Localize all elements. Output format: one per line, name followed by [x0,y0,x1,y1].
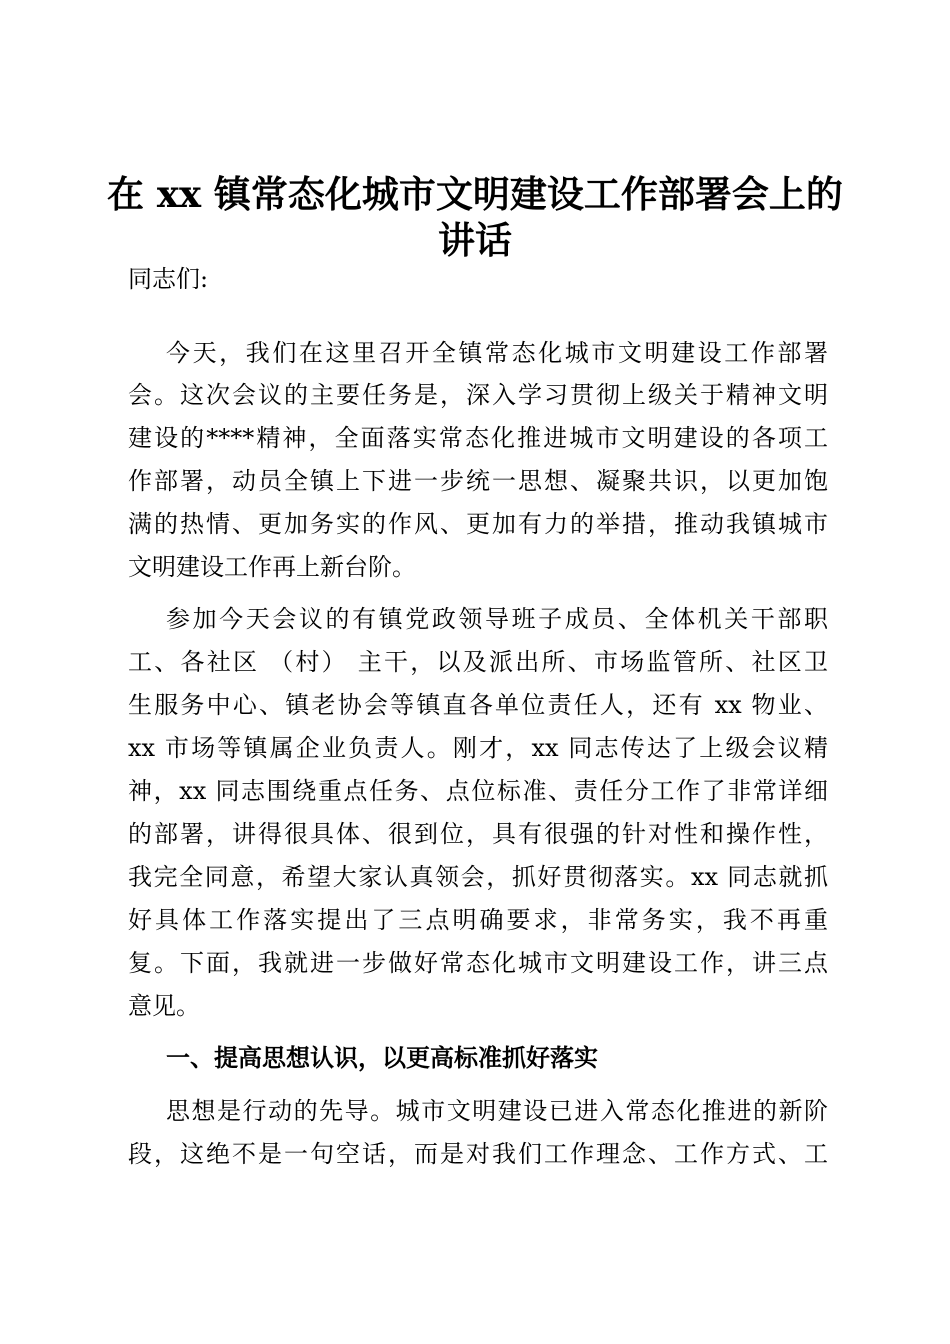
paragraph-2-line: 我完全同意，希望大家认真领会，抓好贯彻落实。xx 同志就抓 [128,863,828,891]
paragraph-1-line: 文明建设工作再上新台阶。 [128,553,416,581]
paragraph-2-line: 复。下面，我就进一步做好常态化城市文明建设工作，讲三点 [128,949,828,977]
paragraph-2-line: 生服务中心、镇老协会等镇直各单位责任人，还有 xx 物业、 [128,691,828,719]
section-heading-1: 一、提高思想认识，以更高标准抓好落实 [166,1044,598,1072]
paragraph-1-line: 会。这次会议的主要任务是，深入学习贯彻上级关于精神文明 [128,381,828,409]
paragraph-3-line: 段，这绝不是一句空话，而是对我们工作理念、工作方式、工 [128,1140,828,1168]
paragraph-2-line: 意见。 [128,992,200,1020]
paragraph-1-line: 建设的****精神，全面落实常态化推进城市文明建设的各项工 [128,424,828,452]
document-title-line-2: 讲话 [438,218,512,262]
paragraph-2-line: 好具体工作落实提出了三点明确要求，非常务实，我不再重 [128,906,828,934]
paragraph-1-line: 今天，我们在这里召开全镇常态化城市文明建设工作部署 [166,339,828,367]
salutation: 同志们: [128,265,209,293]
paragraph-2-line: xx 市场等镇属企业负责人。刚才，xx 同志传达了上级会议精 [128,734,828,762]
paragraph-3-line: 思想是行动的先导。城市文明建设已进入常态化推进的新阶 [166,1097,828,1125]
paragraph-2-line: 参加今天会议的有镇党政领导班子成员、全体机关干部职 [166,605,828,633]
paragraph-1-line: 作部署，动员全镇上下进一步统一思想、凝聚共识，以更加饱 [128,467,828,495]
paragraph-1-line: 满的热情、更加务实的作风、更加有力的举措，推动我镇城市 [128,510,828,538]
paragraph-2-line: 神，xx 同志围绕重点任务、点位标准、责任分工作了非常详细 [128,777,828,805]
paragraph-2-line: 的部署，讲得很具体、很到位，具有很强的针对性和操作性， [128,820,828,848]
paragraph-2-line: 工、各社区 （村） 主干，以及派出所、市场监管所、社区卫 [128,648,828,676]
document-title-line-1: 在 xx 镇常态化城市文明建设工作部署会上的 [107,172,843,216]
